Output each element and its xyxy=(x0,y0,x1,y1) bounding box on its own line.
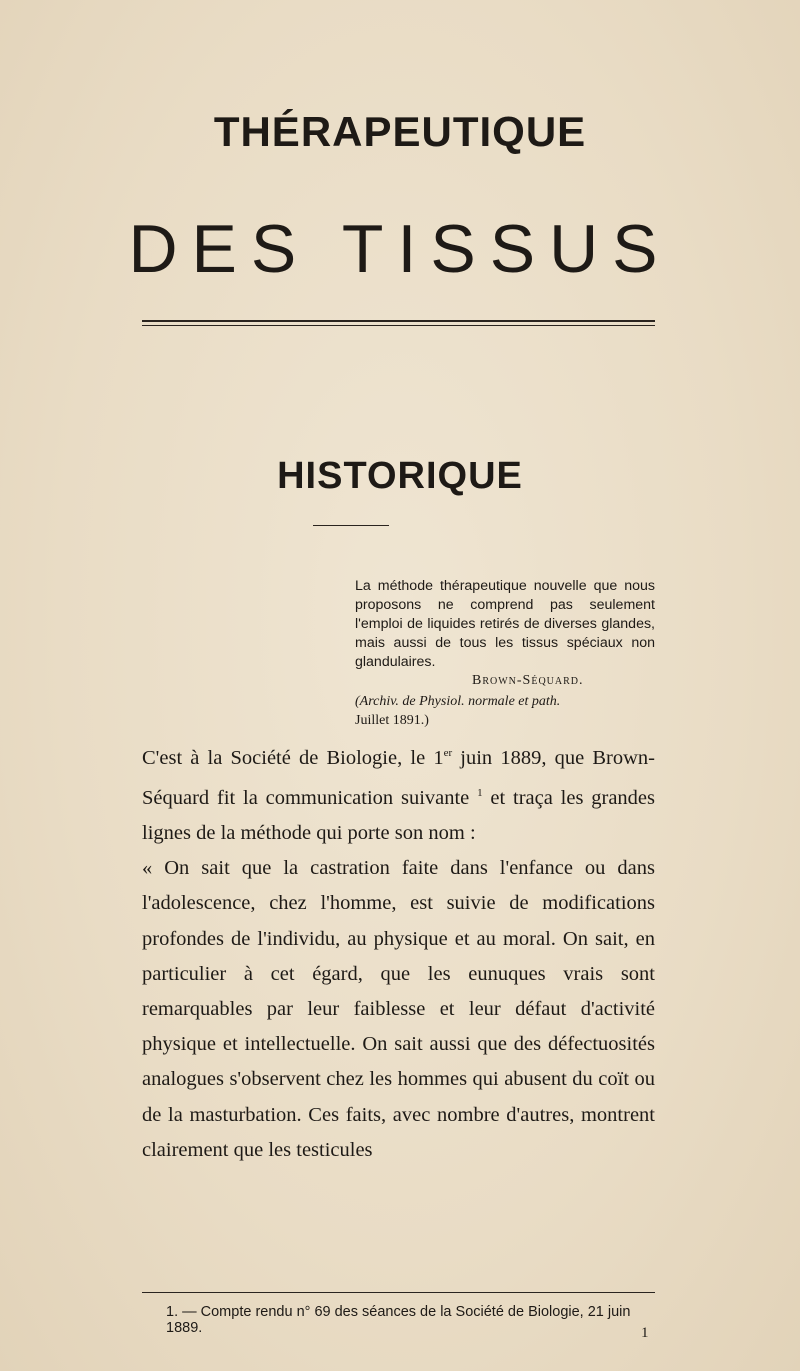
page-number: 1 xyxy=(641,1325,649,1341)
section-title: HISTORIQUE xyxy=(277,455,523,497)
paragraph-1-start: C'est à la Société de Biologie, le 1 xyxy=(142,746,444,769)
title-rule-thin xyxy=(142,325,655,326)
paragraph-1 xyxy=(142,736,655,851)
epigraph-source xyxy=(355,692,665,730)
body-text xyxy=(142,736,655,1168)
footnote-reference: 1 xyxy=(477,787,483,800)
footnote: 1. — Compte rendu n° 69 des séances de la Société de Biologie, 21 juin 1889. xyxy=(166,1304,631,1336)
section-divider xyxy=(313,525,389,526)
epigraph-source-journal: (Archiv. de Physiol. normale et path. xyxy=(355,694,561,709)
ordinal-superscript: er xyxy=(443,747,453,759)
epigraph-author: Brown-Séquard. xyxy=(472,673,584,688)
epigraph-quote: La méthode thérapeutique nouvelle que nous proposons ne comprend pas seulement l'emploi de liquides retirés de diverses glandes, mais aussi de tous les tissus spéciaux non glandulaires. xyxy=(355,578,655,670)
title-line-1: THÉRAPEUTIQUE xyxy=(213,108,587,155)
paragraph-2: « On sait que la castration faite dans l'enfance ou dans l'adolescence, chez l'homme, est suivie de modifications profondes de l'individu, au physique et au moral. On sait, en particulier à cet égard, que les eunuques vrais sont remarquables par leur faiblesse et leur défaut d'activité physique et intellectuelle. On sait aussi que des défectuosités analogues s'observent chez les hommes qui abusent du coït ou de la masturbation. Ces faits, avec nombre d'autres, montrent clairement que les testicules xyxy=(142,857,655,1161)
epigraph-source-date: Juillet 1891.) xyxy=(355,713,429,728)
title-rule-thick xyxy=(142,320,655,322)
title-line-2: DES TISSUS xyxy=(128,211,672,287)
footnote-rule xyxy=(142,1292,655,1293)
paragraph-1-middle: juin 1889, que Brown-Séquard fit la communication suivante xyxy=(142,746,656,809)
paragraph-1-end: et traça les grandes lignes de la méthode qui porte son nom : xyxy=(142,786,656,845)
